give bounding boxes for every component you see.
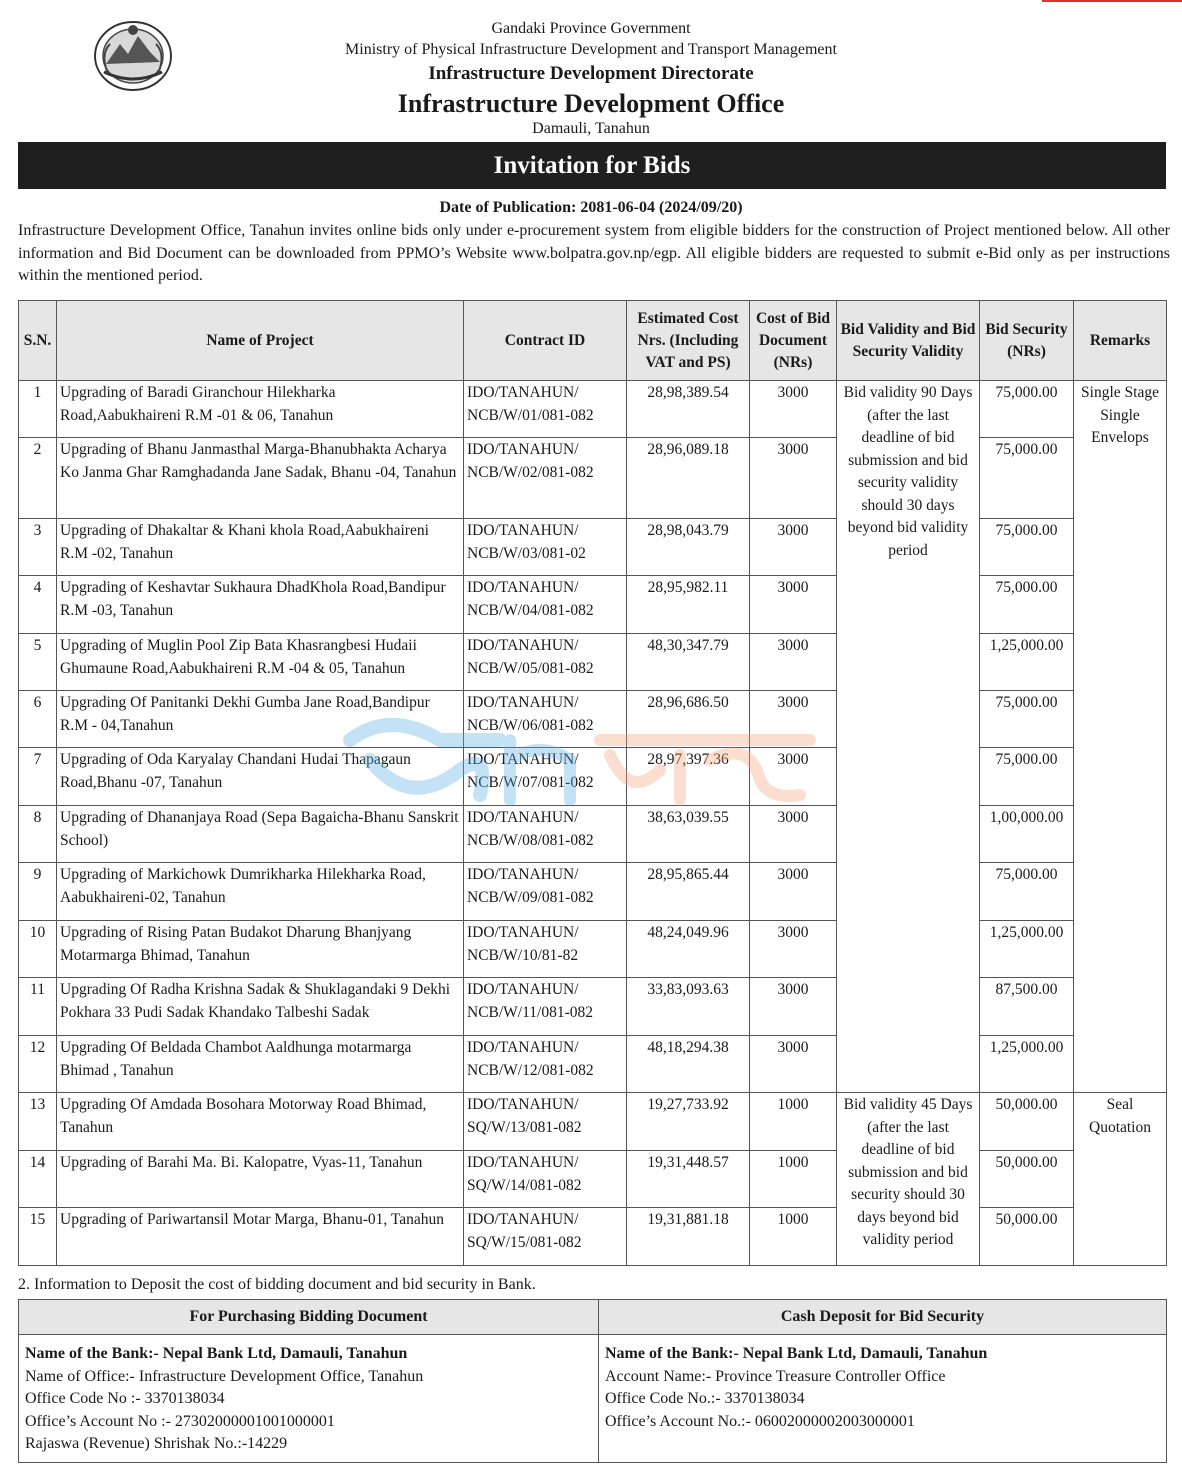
cell-cost: 28,95,982.11	[627, 576, 750, 634]
header-security: Bid Security (NRs)	[980, 301, 1074, 381]
cell-security: 1,25,000.00	[980, 1036, 1074, 1093]
cell-sn: 4	[19, 576, 57, 634]
section2-title: 2. Information to Deposit the cost of bidding document and bid security in Bank.	[18, 1276, 536, 1293]
cell-remarks-group1: Single Stage Single Envelops	[1074, 381, 1167, 1093]
cell-contract: IDO/TANAHUN/ NCB/W/07/081-082	[464, 748, 627, 806]
cell-cost: 19,31,881.18	[627, 1208, 750, 1266]
header-province: Gandaki Province Government	[491, 20, 691, 37]
cell-cost: 28,98,389.54	[627, 381, 750, 438]
cell-doc: 3000	[750, 519, 837, 576]
cell-project: Upgrading of Oda Karyalay Chandani Hudai Thapagaun Road,Bhanu -07, Tanahun	[57, 748, 464, 806]
cell-contract: IDO/TANAHUN/ NCB/W/06/081-082	[464, 691, 627, 748]
table-row	[19, 978, 1167, 1036]
cell-sn: 2	[19, 438, 57, 519]
cell-contract: IDO/TANAHUN/ NCB/W/03/081-02	[464, 519, 627, 576]
cell-project: Upgrading of Bhanu Janmasthal Marga-Bhanubhakta Acharya Ko Janma Ghar Ramghadanda Jane Sadak, Bhanu -04, Tanahun	[57, 438, 464, 519]
cell-contract: IDO/TANAHUN/ NCB/W/02/081-082	[464, 438, 627, 519]
right-office-code: Office Code No.:- 3370138034	[605, 1390, 805, 1407]
table-header-row	[19, 301, 1167, 381]
table-row	[19, 576, 1167, 634]
cell-cost: 28,98,043.79	[627, 519, 750, 576]
cell-sn: 5	[19, 634, 57, 691]
bank-details-row	[19, 1335, 1167, 1463]
cell-security: 87,500.00	[980, 978, 1074, 1036]
cell-cost: 19,31,448.57	[627, 1151, 750, 1208]
cell-sn: 7	[19, 748, 57, 806]
cell-contract: IDO/TANAHUN/ NCB/W/10/81-82	[464, 921, 627, 978]
cell-project: Upgrading Of Panitanki Dekhi Gumba Jane Road,Bandipur R.M - 04,Tanahun	[57, 691, 464, 748]
header-validity: Bid Validity and Bid Security Validity	[837, 301, 980, 381]
cell-contract: IDO/TANAHUN/ NCB/W/01/081-082	[464, 381, 627, 438]
cell-cost: 28,95,865.44	[627, 863, 750, 921]
cell-security: 1,00,000.00	[980, 806, 1074, 863]
cell-contract: IDO/TANAHUN/ SQ/W/14/081-082	[464, 1151, 627, 1208]
cell-doc: 1000	[750, 1208, 837, 1266]
header-sn: S.N.	[19, 301, 57, 381]
cell-security: 75,000.00	[980, 381, 1074, 438]
cell-validity-group2: Bid validity 45 Days (after the last deadline of bid submission and bid security should 30 days beyond bid validity period	[837, 1093, 980, 1266]
left-office-name: Name of Office:- Infrastructure Development Office, Tanahun	[25, 1367, 424, 1385]
bank-left-details	[19, 1335, 599, 1463]
table-row	[19, 691, 1167, 748]
table-row	[19, 921, 1167, 978]
cell-doc: 3000	[750, 978, 837, 1036]
cell-security: 75,000.00	[980, 438, 1074, 519]
notice-title: Invitation for Bids	[18, 142, 1166, 189]
table-row	[19, 1036, 1167, 1093]
cell-cost: 48,18,294.38	[627, 1036, 750, 1093]
cell-security: 1,25,000.00	[980, 921, 1074, 978]
cell-security: 50,000.00	[980, 1151, 1074, 1208]
bank-right-header: Cash Deposit for Bid Security	[599, 1300, 1167, 1335]
cell-doc: 3000	[750, 634, 837, 691]
cell-contract: IDO/TANAHUN/ SQ/W/13/081-082	[464, 1093, 627, 1151]
cell-sn: 3	[19, 519, 57, 576]
cell-contract: IDO/TANAHUN/ NCB/W/09/081-082	[464, 863, 627, 921]
cell-project: Upgrading of Muglin Pool Zip Bata Khasrangbesi Hudaii Ghumaune Road,Aabukhaireni R.M -04 & 05, Tanahun	[57, 634, 464, 691]
cell-sn: 10	[19, 921, 57, 978]
table-row	[19, 806, 1167, 863]
bank-info-table	[18, 1299, 1167, 1463]
cell-contract: IDO/TANAHUN/ NCB/W/05/081-082	[464, 634, 627, 691]
cell-cost: 33,83,093.63	[627, 978, 750, 1036]
table-row	[19, 634, 1167, 691]
table-row	[19, 748, 1167, 806]
cell-doc: 3000	[750, 748, 837, 806]
header-office: Infrastructure Development Office	[397, 89, 785, 118]
cell-contract: IDO/TANAHUN/ NCB/W/11/081-082	[464, 978, 627, 1036]
cell-doc: 3000	[750, 806, 837, 863]
cell-doc: 3000	[750, 438, 837, 519]
right-account-name: Account Name:- Province Treasure Controller Office	[605, 1367, 946, 1385]
cell-project: Upgrading Of Beldada Chambot Aaldhunga motarmarga Bhimad , Tanahun	[57, 1036, 464, 1093]
cell-contract: IDO/TANAHUN/ NCB/W/08/081-082	[464, 806, 627, 863]
cell-sn: 11	[19, 978, 57, 1036]
cell-doc: 1000	[750, 1151, 837, 1208]
cell-remarks-group2: Seal Quotation	[1074, 1093, 1167, 1266]
left-bank-name: Name of the Bank:- Nepal Bank Ltd, Damauli, Tanahun	[25, 1345, 408, 1362]
bank-right-details	[599, 1335, 1167, 1463]
cell-sn: 13	[19, 1093, 57, 1151]
cell-sn: 1	[19, 381, 57, 438]
cell-contract: IDO/TANAHUN/ SQ/W/15/081-082	[464, 1208, 627, 1266]
cell-project: Upgrading Of Radha Krishna Sadak & Shuklagandaki 9 Dekhi Pokhara 33 Pudi Sadak Khandako Talbeshi Sadak	[57, 978, 464, 1036]
cell-contract: IDO/TANAHUN/ NCB/W/04/081-082	[464, 576, 627, 634]
cell-project: Upgrading of Pariwartansil Motar Marga, Bhanu-01, Tanahun	[57, 1208, 464, 1266]
header-contract: Contract ID	[464, 301, 627, 381]
cell-sn: 15	[19, 1208, 57, 1266]
cell-cost: 28,96,089.18	[627, 438, 750, 519]
cell-project: Upgrading of Dhakaltar & Khani khola Road,Aabukhaireni R.M -02, Tanahun	[57, 519, 464, 576]
right-bank-name: Name of the Bank:- Nepal Bank Ltd, Damauli, Tanahun	[605, 1345, 988, 1362]
table-row	[19, 519, 1167, 576]
cell-project: Upgrading of Dhananjaya Road (Sepa Bagaicha-Bhanu Sanskrit School)	[57, 806, 464, 863]
cell-project: Upgrading of Keshavtar Sukhaura DhadKhola Road,Bandipur R.M -03, Tanahun	[57, 576, 464, 634]
header-doc: Cost of Bid Document (NRs)	[750, 301, 837, 381]
table-row	[19, 1093, 1167, 1151]
cell-security: 75,000.00	[980, 863, 1074, 921]
cell-doc: 3000	[750, 381, 837, 438]
publication-date: Date of Publication: 2081-06-04 (2024/09/20)	[439, 199, 743, 216]
cell-validity-group1: Bid validity 90 Days (after the last deadline of bid submission and bid security validity should 30 days beyond bid validity period	[837, 381, 980, 1093]
cell-cost: 28,97,397.36	[627, 748, 750, 806]
cell-sn: 8	[19, 806, 57, 863]
cell-security: 50,000.00	[980, 1208, 1074, 1266]
cell-doc: 3000	[750, 863, 837, 921]
header-ministry: Ministry of Physical Infrastructure Development and Transport Management	[345, 41, 837, 58]
cell-project: Upgrading of Barahi Ma. Bi. Kalopatre, Vyas-11, Tanahun	[57, 1151, 464, 1208]
cell-security: 75,000.00	[980, 748, 1074, 806]
cell-doc: 3000	[750, 921, 837, 978]
table-row	[19, 381, 1167, 438]
cell-project: Upgrading of Markichowk Dumrikharka Hilekharka Road, Aabukhaireni-02, Tanahun	[57, 863, 464, 921]
table-row	[19, 438, 1167, 519]
cell-cost: 38,63,039.55	[627, 806, 750, 863]
cell-cost: 19,27,733.92	[627, 1093, 750, 1151]
cell-security: 75,000.00	[980, 576, 1074, 634]
cell-sn: 12	[19, 1036, 57, 1093]
left-revenue: Rajaswa (Revenue) Shrishak No.:-14229	[25, 1435, 288, 1452]
cell-project: Upgrading of Rising Patan Budakot Dharung Bhanjyang Motarmarga Bhimad, Tanahun	[57, 921, 464, 978]
intro-paragraph: Infrastructure Development Office, Tanahun invites online bids only under e-procurement system from eligible bidders for the construction of Project mentioned below. All other information and Bid Document can be downloaded from PPMO’s Website www.bolpatra.gov.np/egp. All eligible bidders are requested to submit e-Bid only as per instructions within the mentioned period.	[18, 222, 1170, 284]
cell-contract: IDO/TANAHUN/ NCB/W/12/081-082	[464, 1036, 627, 1093]
left-account: Office’s Account No :- 27302000001001000001	[25, 1412, 335, 1430]
cell-doc: 3000	[750, 1036, 837, 1093]
cell-project: Upgrading Of Amdada Bosohara Motorway Road Bhimad, Tanahun	[57, 1093, 464, 1151]
bids-table	[18, 300, 1167, 1266]
cell-sn: 6	[19, 691, 57, 748]
cell-cost: 48,24,049.96	[627, 921, 750, 978]
cell-cost: 48,30,347.79	[627, 634, 750, 691]
header-cost: Estimated Cost Nrs. (Including VAT and PS)	[627, 301, 750, 381]
cell-sn: 14	[19, 1151, 57, 1208]
cell-doc: 3000	[750, 576, 837, 634]
cell-cost: 28,96,686.50	[627, 691, 750, 748]
bank-header-row	[19, 1300, 1167, 1335]
cell-doc: 1000	[750, 1093, 837, 1151]
header-directorate: Infrastructure Development Directorate	[428, 63, 754, 84]
left-office-code: Office Code No :- 3370138034	[25, 1390, 225, 1407]
bank-left-header: For Purchasing Bidding Document	[19, 1300, 599, 1335]
table-row	[19, 863, 1167, 921]
header-remarks: Remarks	[1074, 301, 1167, 381]
header-name: Name of Project	[57, 301, 464, 381]
cell-security: 50,000.00	[980, 1093, 1074, 1151]
cell-sn: 9	[19, 863, 57, 921]
right-account: Office’s Account No.:- 06002000002003000001	[605, 1412, 915, 1430]
table-row	[19, 1151, 1167, 1208]
header-location: Damauli, Tanahun	[532, 120, 650, 137]
document-header	[0, 0, 1182, 140]
cell-security: 1,25,000.00	[980, 634, 1074, 691]
cell-project: Upgrading of Baradi Giranchour Hilekharka Road,Aabukhaireni R.M -01 & 06, Tanahun	[57, 381, 464, 438]
table-row	[19, 1208, 1167, 1266]
cell-doc: 3000	[750, 691, 837, 748]
cell-security: 75,000.00	[980, 519, 1074, 576]
cell-security: 75,000.00	[980, 691, 1074, 748]
